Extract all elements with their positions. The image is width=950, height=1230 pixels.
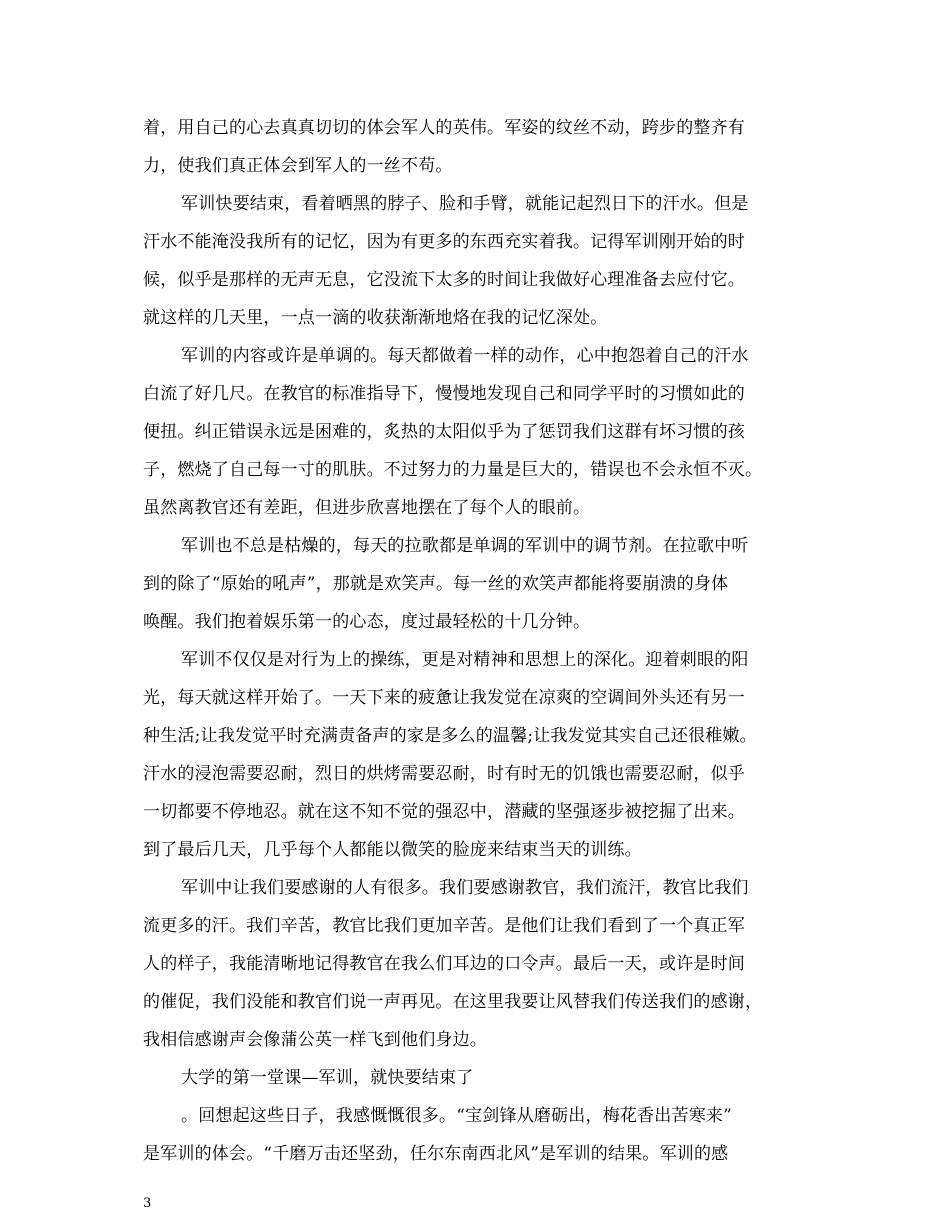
paragraph-start-line: 。回想起这些日子，我感慨慨很多。“宝剑锋从磨砺出，梅花香出苦寒来” — [181, 1106, 732, 1126]
text-line: 人的样子，我能清晰地记得教官在我么们耳边的口令声。最后一天，或许是时间 — [143, 954, 745, 974]
text-line: 力，使我们真正体会到军人的一丝不苟。 — [143, 156, 453, 176]
text-line: 子，燃烧了自己每一寸的肌肤。不过努力的力量是巨大的，错误也不会永恒不灭。 — [143, 460, 763, 480]
text-line: 唤醒。我们抱着娱乐第一的心态，度过最轻松的十几分钟。 — [143, 612, 591, 632]
text-line: 我相信感谢声会像蒲公英一样飞到他们身边。 — [143, 1030, 487, 1050]
paragraph-start-line: 军训中让我们要感谢的人有很多。我们要感谢教官，我们流汗，教官比我们 — [181, 878, 749, 898]
text-line: 光，每天就这样开始了。一天下来的疲惫让我发觉在凉爽的空调间外头还有另一 — [143, 688, 745, 708]
text-line: 到的除了“原始的吼声”，那就是欢笑声。每一丝的欢笑声都能将要崩溃的身体 — [143, 574, 729, 594]
text-line: 是军训的体会。“千磨万击还坚劲，任尔东南西北风”是军训的结果。军训的感 — [143, 1144, 729, 1164]
paragraph-start-line: 军训快要结束，看着晒黑的脖子、脸和手臂，就能记起烈日下的汗水。但是 — [181, 194, 749, 214]
text-line: 虽然离教官还有差距，但进步欣喜地摆在了每个人的眼前。 — [143, 498, 591, 518]
paragraph-start-line: 军训的内容或许是单调的。每天都做着一样的动作，心中抱怨着自己的汗水 — [181, 346, 749, 366]
text-line: 的催促，我们没能和教官们说一声再见。在这里我要让风替我们传送我们的感谢， — [143, 992, 763, 1012]
text-line: 就这样的几天里，一点一滴的收获渐渐地烙在我的记忆深处。 — [143, 308, 608, 328]
page-number: 3 — [143, 1196, 152, 1211]
paragraph-start-line: 军训不仅仅是对行为上的操练，更是对精神和思想上的深化。迎着刺眼的阳 — [181, 650, 749, 670]
text-line: 流更多的汗。我们辛苦，教官比我们更加辛苦。是他们让我们看到了一个真正军 — [143, 916, 745, 936]
text-line: 种生活;让我发觉平时充满责备声的家是多么的温馨;让我发觉其实自己还很稚嫩。 — [143, 726, 757, 746]
text-line: 着，用自己的心去真真切切的体会军人的英伟。军姿的纹丝不动，跨步的整齐有 — [143, 118, 745, 138]
paragraph-start-line: 军训也不总是枯燥的，每天的拉歌都是单调的军训中的调节剂。在拉歌中听 — [181, 536, 749, 556]
text-line: 一切都要不停地忍。就在这不知不觉的强忍中，潜藏的坚强逐步被挖掘了出来。 — [143, 802, 745, 822]
text-line: 便扭。纠正错误永远是困难的，炙热的太阳似乎为了惩罚我们这群有坏习惯的孩 — [143, 422, 745, 442]
paragraph-start-line: 大学的第一堂课—军训，就快要结束了 — [181, 1068, 474, 1088]
text-line: 汗水不能淹没我所有的记忆，因为有更多的东西充实着我。记得军训刚开始的时 — [143, 232, 745, 252]
text-line: 候，似乎是那样的无声无息，它没流下太多的时间让我做好心理准备去应付它。 — [143, 270, 745, 290]
text-line: 汗水的浸泡需要忍耐，烈日的烘烤需要忍耐，时有时无的饥饿也需要忍耐，似乎 — [143, 764, 745, 784]
text-line: 白流了好几尺。在教官的标准指导下，慢慢地发现自己和同学平时的习惯如此的 — [143, 384, 745, 404]
text-line: 到了最后几天，几乎每个人都能以微笑的脸庞来结束当天的训练。 — [143, 840, 642, 860]
